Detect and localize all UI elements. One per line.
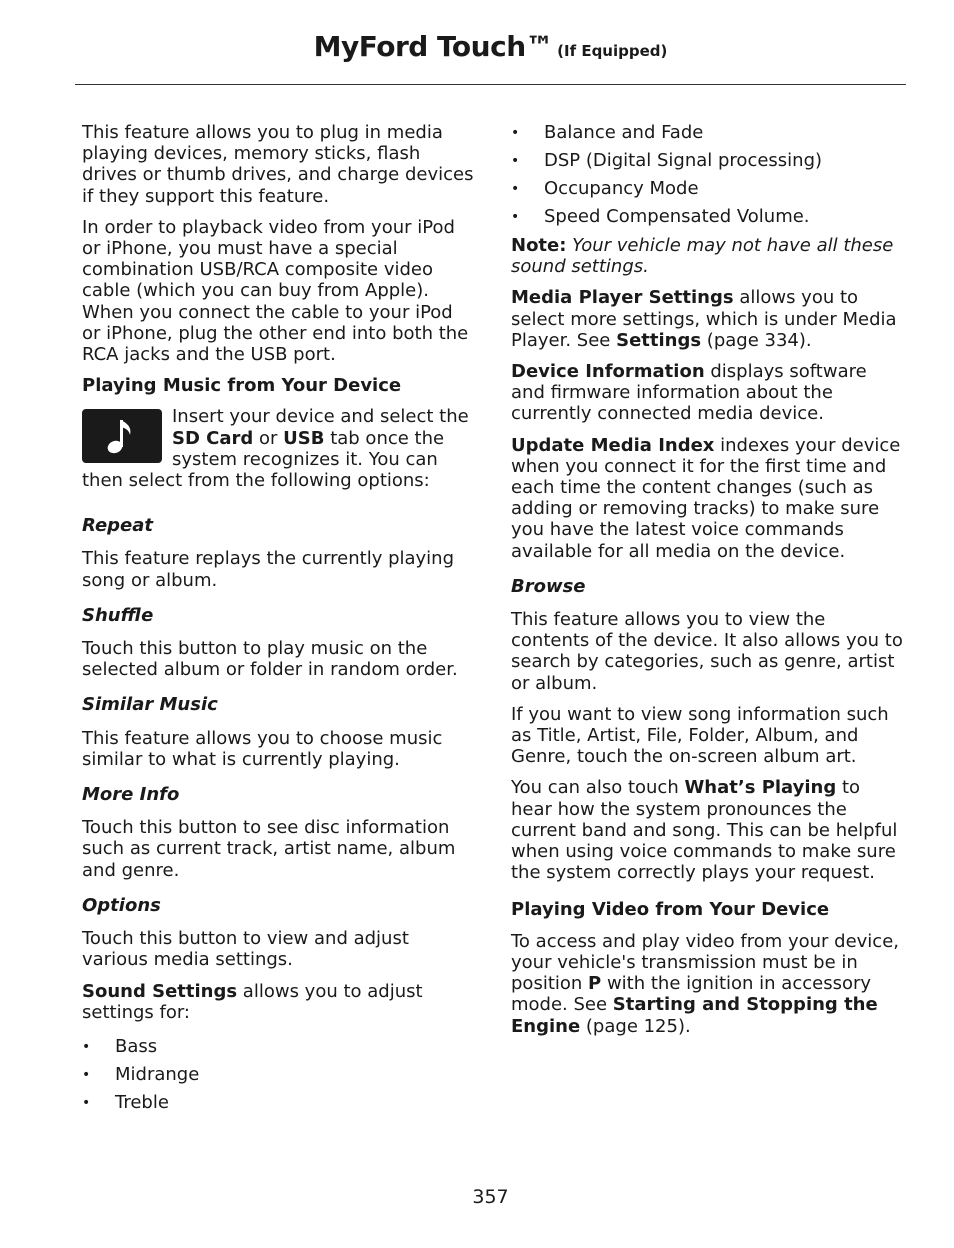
heading-shuffle: Shuffle bbox=[82, 604, 154, 626]
sound-settings-list bbox=[82, 1033, 474, 1117]
settings-reference: Settings bbox=[616, 329, 702, 351]
shuffle-paragraph: Touch this button to play music on the selected album or folder in random order. bbox=[82, 638, 458, 681]
list-item-text: Occupancy Mode bbox=[544, 178, 699, 199]
video-paragraph bbox=[511, 931, 903, 1037]
sound-settings-paragraph bbox=[82, 981, 474, 1023]
insert-text-2: or bbox=[253, 427, 284, 449]
heading-options: Options bbox=[82, 894, 161, 916]
note-text: Your vehicle may not have all these sound settings. bbox=[511, 235, 894, 278]
intro-paragraph: This feature allows you to plug in media playing devices, memory sticks, flash drives or thumb drives, and charge devices if they support this feature. bbox=[82, 122, 474, 207]
right-column bbox=[511, 119, 903, 1047]
bullet-dot: • bbox=[511, 209, 520, 225]
list-item-text: Treble bbox=[115, 1091, 169, 1113]
device-information-paragraph bbox=[511, 361, 903, 425]
list-item-text: Midrange bbox=[115, 1063, 200, 1085]
media-player-settings-label: Media Player Settings bbox=[511, 287, 734, 309]
music-note-icon bbox=[82, 409, 162, 463]
page-title: MyFord Touch™ bbox=[313, 30, 554, 63]
list-item-text: Speed Compensated Volume. bbox=[544, 206, 810, 227]
browse-paragraph-2: If you want to view song information such as Title, Artist, File, Folder, Album, and Genre, touch the on-screen album art. bbox=[511, 703, 889, 768]
heading-browse: Browse bbox=[511, 575, 586, 597]
whats-playing-label: What’s Playing bbox=[684, 777, 837, 799]
video-text-3: (page 125). bbox=[580, 1015, 691, 1037]
heading-playing-music: Playing Music from Your Device bbox=[82, 375, 402, 397]
video-cable-paragraph: In order to playback video from your iPod or iPhone, you must have a special combination USB/RCA composite video cable (which you can buy from Apple). When you connect the cable to your iPod or iPhone, plug the other end into both the RCA jacks and the USB port. bbox=[82, 216, 469, 366]
browse-paragraph-1: This feature allows you to view the contents of the device. It also allows you to search by categories, such as genre, artist or album. bbox=[511, 609, 903, 694]
page-number: 357 bbox=[472, 1186, 509, 1208]
list-item bbox=[82, 1089, 474, 1117]
usb-label: USB bbox=[283, 427, 325, 449]
heading-more-info: More Info bbox=[82, 784, 180, 806]
update-text: indexes your device when you connect it for the first time and each time the content changes (such as adding or removing tracks) to make sure you have the latest voice commands available for all media on the device. bbox=[511, 434, 901, 562]
media-text-2: (page 334). bbox=[701, 329, 812, 351]
update-media-index-label: Update Media Index bbox=[511, 434, 715, 456]
bullet-dot: • bbox=[82, 1066, 91, 1083]
media-text-1: allows you to select more settings, which is under Media Player. See bbox=[511, 287, 897, 351]
bullet-dot: • bbox=[511, 125, 520, 141]
sound-settings-list-continued bbox=[511, 119, 903, 231]
bullet-dot: • bbox=[82, 1038, 91, 1055]
note-label: Note: bbox=[511, 235, 567, 256]
sound-settings-label: Sound Settings bbox=[82, 980, 238, 1002]
left-column bbox=[82, 122, 474, 1127]
whats-text-1: You can also touch bbox=[511, 777, 685, 799]
position-p-label: P bbox=[588, 973, 602, 995]
list-item bbox=[82, 1061, 474, 1089]
heading-similar-music: Similar Music bbox=[82, 694, 218, 716]
list-item bbox=[511, 147, 903, 175]
repeat-paragraph: This feature replays the currently playing song or album. bbox=[82, 548, 455, 591]
whats-playing-paragraph bbox=[511, 777, 903, 883]
insert-text-3: tab once the system recognizes it. You can then select from the following options: bbox=[82, 427, 445, 492]
more-info-paragraph: Touch this button to see disc information such as current track, artist name, album and genre. bbox=[82, 817, 456, 881]
header-rule bbox=[75, 84, 906, 85]
video-text-1: To access and play video from your device, your vehicle's transmission must be in position bbox=[511, 930, 900, 995]
starting-stopping-reference: Starting and Stopping the Engine bbox=[511, 994, 878, 1037]
whats-text-2: to hear how the system pronounces the current band and song. This can be helpful when using voice commands to make sure the system correctly plays your request. bbox=[511, 777, 898, 884]
heading-repeat: Repeat bbox=[82, 515, 154, 537]
list-item bbox=[511, 175, 903, 203]
page-header bbox=[75, 30, 906, 63]
sound-settings-text: allows you to adjust settings for: bbox=[82, 980, 423, 1023]
list-item-text: DSP (Digital Signal processing) bbox=[544, 150, 823, 171]
list-item-text: Balance and Fade bbox=[544, 122, 704, 143]
list-item bbox=[511, 119, 903, 147]
list-item-text: Bass bbox=[115, 1035, 158, 1057]
insert-text-1: Insert your device and select the bbox=[172, 406, 469, 428]
list-item bbox=[82, 1033, 474, 1061]
bullet-dot: • bbox=[82, 1094, 91, 1111]
bullet-dot: • bbox=[511, 153, 520, 169]
sd-card-label: SD Card bbox=[172, 427, 254, 449]
bullet-dot: • bbox=[511, 181, 520, 197]
options-paragraph: Touch this button to view and adjust various media settings. bbox=[82, 928, 409, 971]
video-text-2: with the ignition in accessory mode. See bbox=[511, 973, 872, 1016]
media-player-settings-paragraph bbox=[511, 287, 903, 351]
update-media-index-paragraph bbox=[511, 435, 903, 562]
heading-playing-video: Playing Video from Your Device bbox=[511, 899, 830, 921]
similar-paragraph: This feature allows you to choose music similar to what is currently playing. bbox=[82, 727, 443, 770]
device-text: displays software and firmware information about the currently connected media device. bbox=[511, 361, 867, 425]
insert-device-paragraph bbox=[82, 406, 474, 491]
device-information-label: Device Information bbox=[511, 361, 705, 383]
page-subtitle: (If Equipped) bbox=[557, 42, 668, 60]
list-item bbox=[511, 203, 903, 231]
note-paragraph bbox=[511, 235, 903, 277]
